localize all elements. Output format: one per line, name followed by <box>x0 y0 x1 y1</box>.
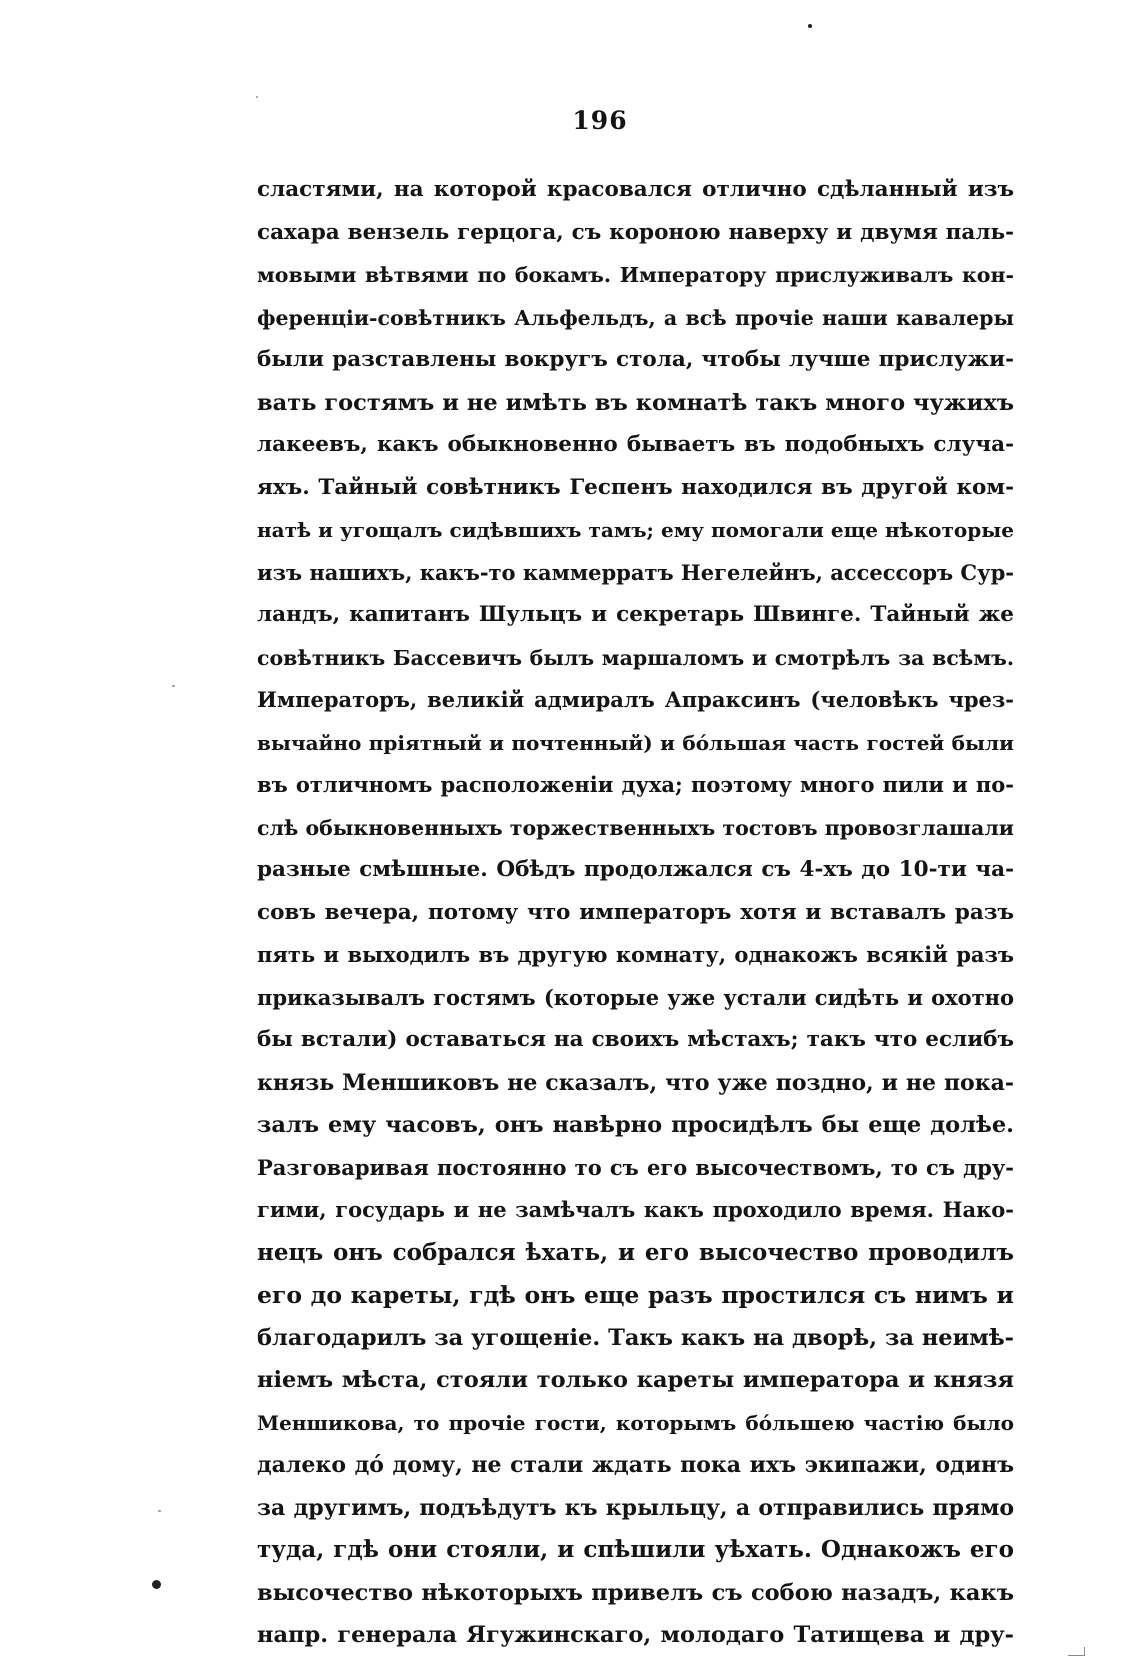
text-line: пять и выходилъ въ другую комнату, однакожъ всякій разъ <box>257 942 1014 967</box>
ink-speck <box>808 24 812 28</box>
text-line: изъ нашихъ, какъ-то каммерратъ Негелейнъ, ассессоръ Сур- <box>257 559 1014 585</box>
text-line: сахара вензель герцога, съ короною наверху и двумя паль- <box>257 219 1014 245</box>
text-line: слѣ обыкновенныхъ торжественныхъ тостовъ провозглашали <box>257 815 1014 840</box>
page-number: 196 <box>572 106 628 135</box>
text-line: бы встали) оставаться на своихъ мѣстахъ; такъ что еслибъ <box>257 1027 1014 1052</box>
text-line: были разставлены вокругъ стола, чтобы лучше прислужи- <box>257 347 1014 372</box>
text-line: князь Меншиковъ не сказалъ, что уже поздно, и не пока- <box>257 1069 1014 1096</box>
text-line: высочество нѣкоторыхъ привелъ съ собою назадъ, какъ <box>257 1579 1014 1606</box>
ink-speck <box>256 96 258 98</box>
corner-mark <box>1068 1647 1085 1656</box>
text-line: въ отличномъ расположеніи духа; поэтому много пили и по- <box>257 772 1014 797</box>
text-line: ландъ, капитанъ Шульцъ и секретарь Швинге. Тайный же <box>257 602 1014 627</box>
ink-dot <box>152 1580 161 1589</box>
text-line: нецъ онъ собрался ѣхать, и его высочество проводилъ <box>257 1238 1014 1266</box>
text-line: ніемъ мѣста, стояли только кареты императора и князя <box>257 1367 1014 1393</box>
text-line: гими, государь и не замѣчалъ какъ проходило время. Нако- <box>257 1197 1014 1222</box>
text-line: совъ вечера, потому что императоръ хотя и вставалъ разъ <box>257 899 1014 925</box>
text-line: за другимъ, подъѣдутъ къ крыльцу, а отправились прямо <box>257 1494 1014 1521</box>
ink-speck <box>158 1510 161 1512</box>
text-line: далеко дó дому, не стали ждать пока ихъ экипажи, одинъ <box>257 1452 1014 1478</box>
text-line: его до кареты, гдѣ онъ еще разъ простился съ нимъ и <box>257 1281 1014 1309</box>
ink-speck <box>172 685 175 687</box>
text-line: яхъ. Тайный совѣтникъ Геспенъ находился въ другой ком- <box>257 474 1014 500</box>
text-line: туда, гдѣ они стояли, и спѣшили уѣхать. Однакожъ его <box>257 1536 1014 1563</box>
text-line: благодарилъ за угощеніе. Такъ какъ на дворѣ, за неимѣ- <box>257 1324 1014 1351</box>
text-line: совѣтникъ Бассевичъ былъ маршаломъ и смотрѣлъ за всѣмъ. <box>257 645 1014 670</box>
text-line: Меншикова, то прочіе гости, которымъ бóльшею частію было <box>257 1410 1014 1435</box>
body-text <box>257 169 1014 1657</box>
text-line: вать гостямъ и не имѣть въ комнатѣ такъ много чужихъ <box>257 389 1014 416</box>
text-line: мовыми вѣтвями по бокамъ. Императору прислуживалъ кон- <box>257 263 1014 287</box>
text-line: ференціи-совѣтникъ Альфельдъ, а всѣ прочіе наши кавалеры <box>257 305 1014 330</box>
text-line: залъ ему часовъ, онъ навѣрно просидѣлъ бы еще долѣе. <box>257 1112 1014 1138</box>
text-line: напр. генерала Ягужинскаго, молодаго Татищева и дру- <box>257 1622 1014 1648</box>
text-line: лакеевъ, какъ обыкновенно бываетъ въ подобныхъ случа- <box>257 432 1014 457</box>
text-line: вычайно пріятный и почтенный) и бóльшая часть гостей были <box>257 730 1014 755</box>
text-line: Императоръ, великій адмиралъ Апраксинъ (человѣкъ чрез- <box>257 687 1014 712</box>
text-line: натѣ и угощалъ сидѣвшихъ тамъ; ему помогали еще нѣкоторые <box>257 518 1014 542</box>
text-line: сластями, на которой красовался отлично сдѣланный изъ <box>257 177 1014 202</box>
text-line: разные смѣшные. Обѣдъ продолжался съ 4-хъ до 10-ти ча- <box>257 857 1014 882</box>
text-line: Разговаривая постоянно то съ его высочествомъ, то съ дру- <box>257 1154 1014 1180</box>
text-line: приказывалъ гостямъ (которые уже устали сидѣть и охотно <box>257 984 1014 1010</box>
